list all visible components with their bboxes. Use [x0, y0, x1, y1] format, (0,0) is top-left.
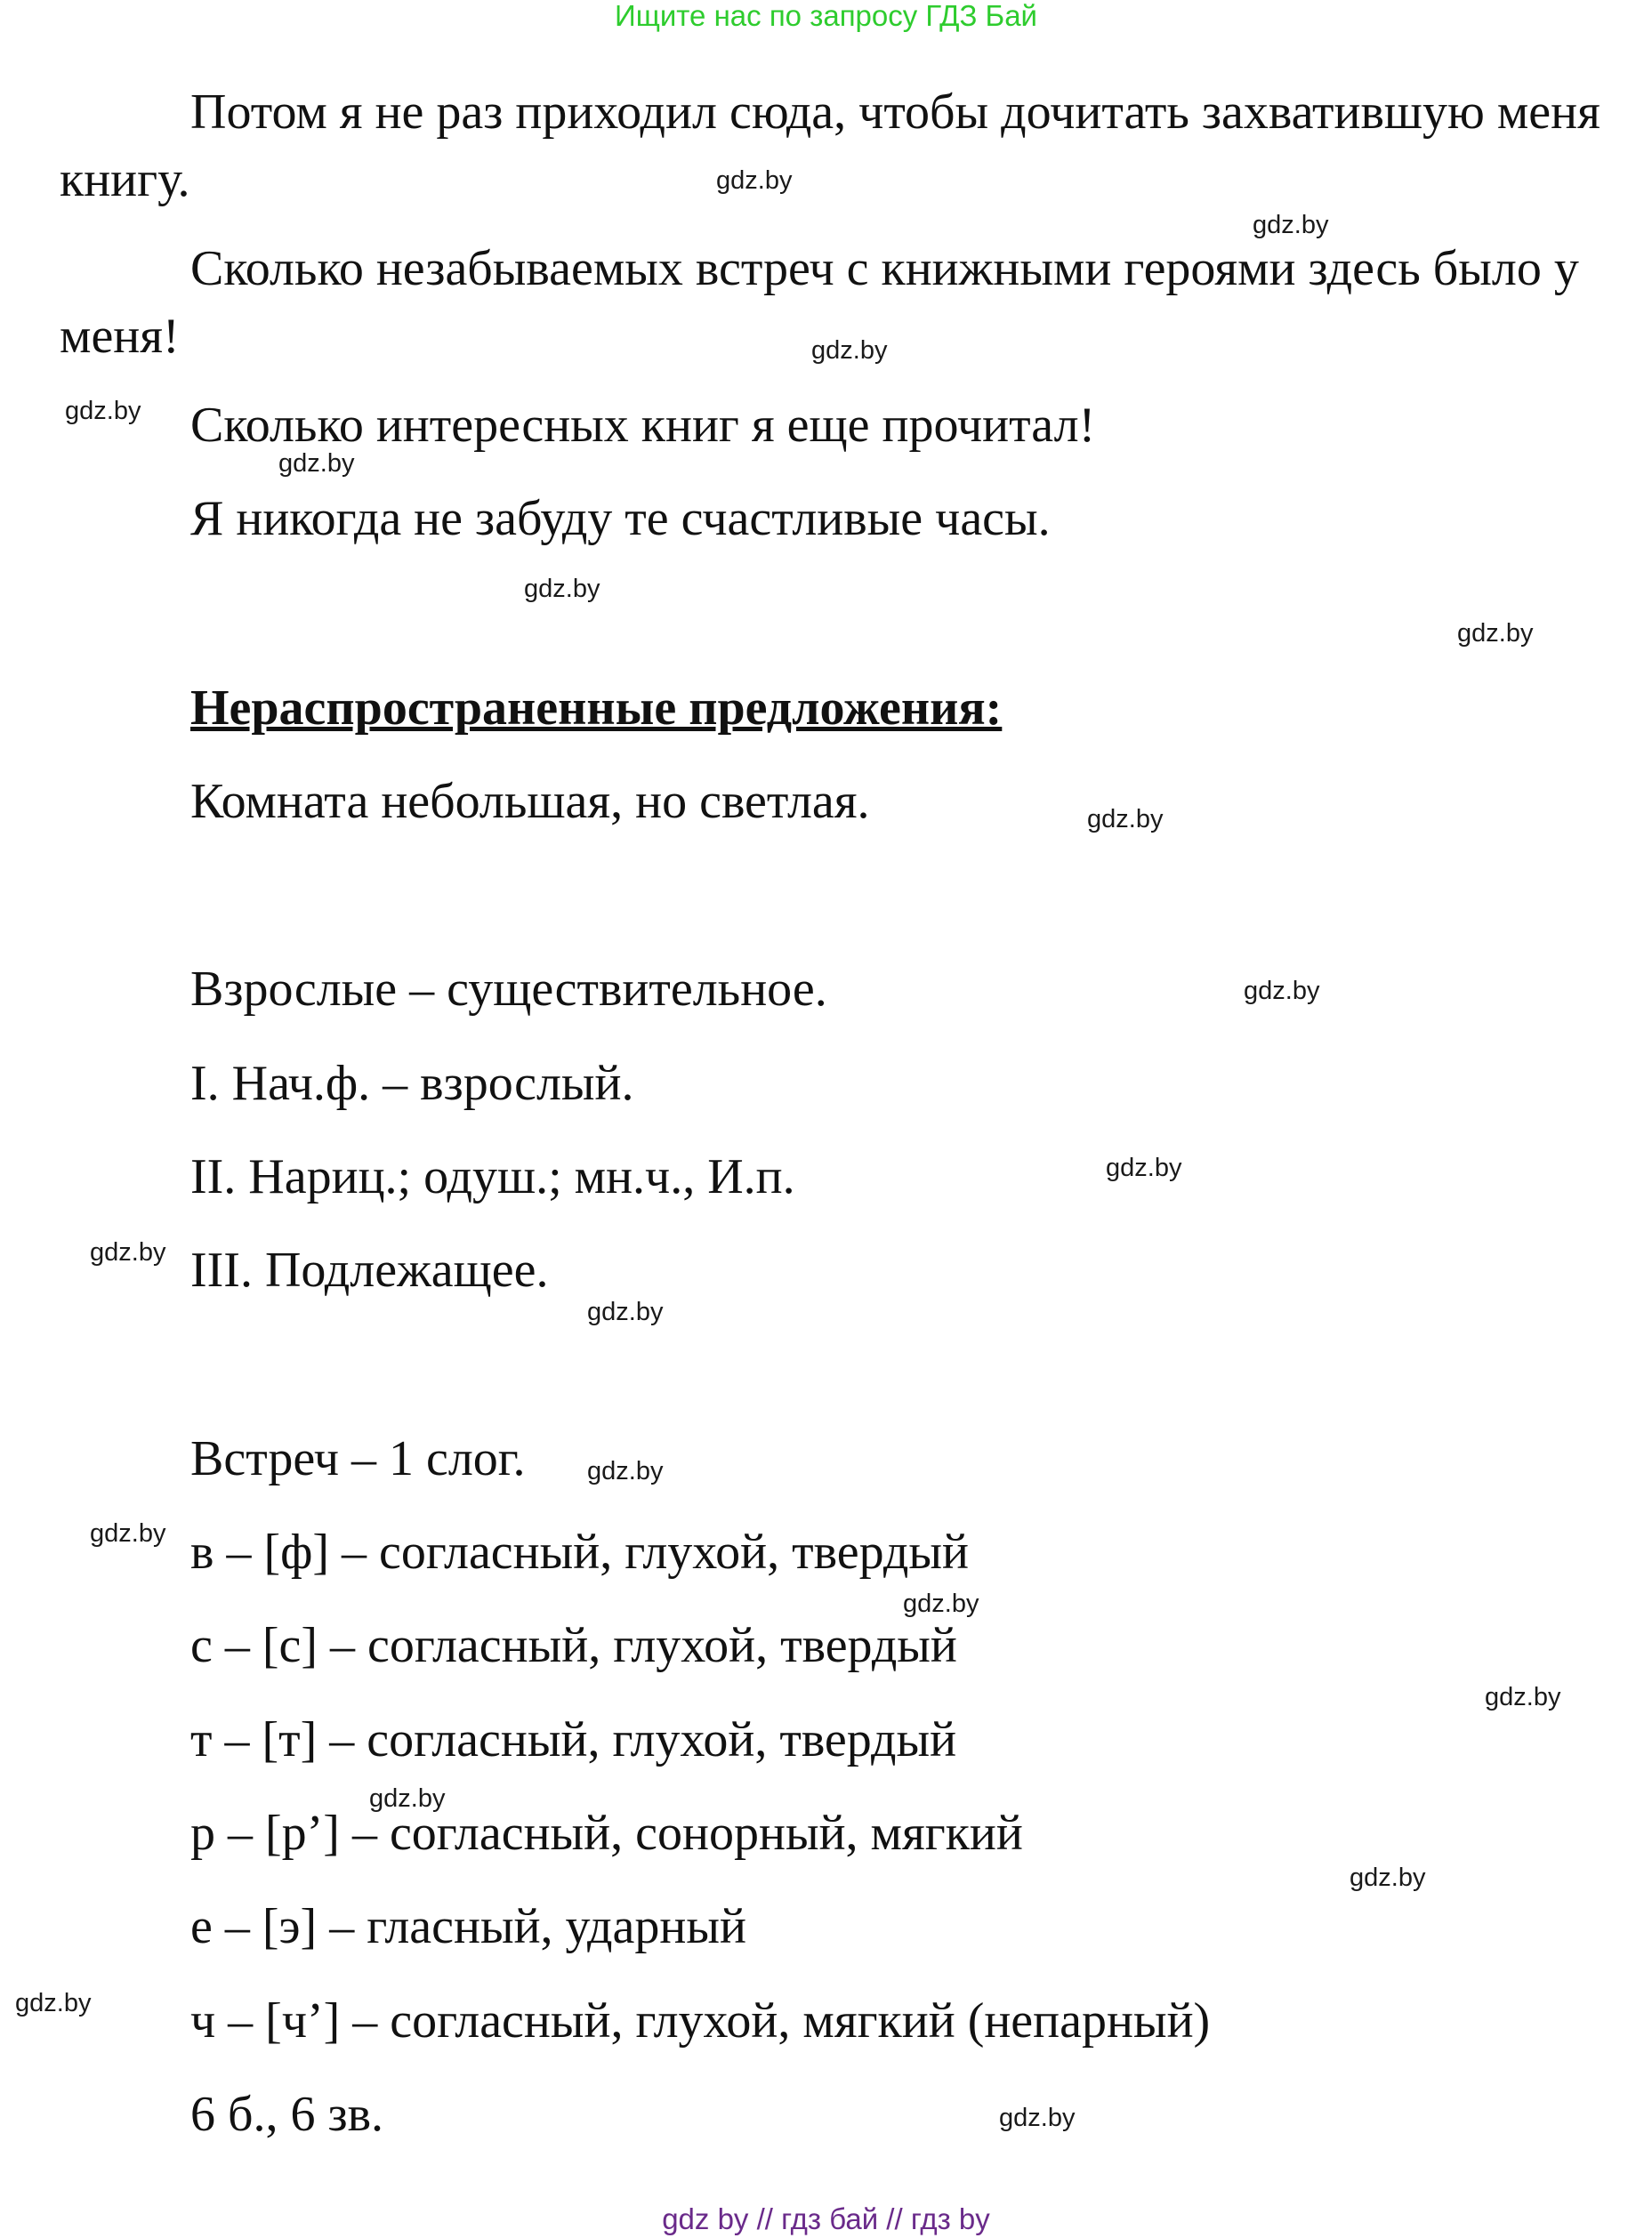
text-line-6: II. Нариц.; одуш.; мн.ч., И.п.	[190, 1149, 795, 1204]
text-line-7: III. Подлежащее.	[190, 1243, 549, 1298]
watermark: gdz.by	[90, 1238, 166, 1267]
section-heading: Нераспространенные предложения:	[190, 680, 1003, 736]
text-line-1: Сколько интересных книг я еще прочитал!	[190, 398, 1096, 453]
watermark: gdz.by	[1253, 211, 1329, 239]
watermark: gdz.by	[1244, 977, 1320, 1005]
phonetic-line: в – [ф] – согласный, глухой, твердый	[190, 1525, 969, 1580]
phonetic-line: т – [т] – согласный, глухой, твердый	[190, 1712, 957, 1767]
phonetic-line: е – [э] – гласный, ударный	[190, 1899, 746, 1954]
paragraph-1: Потом я не раз приходил сюда, чтобы дочитать захватившую меня книгу.	[60, 85, 1600, 207]
text-line-4: Взрослые – существительное.	[190, 962, 827, 1017]
watermark: gdz.by	[65, 397, 141, 425]
text-line-5: I. Нач.ф. – взрослый.	[190, 1056, 634, 1111]
phonetic-line: ч – [ч’] – согласный, глухой, мягкий (непарный)	[190, 1993, 1211, 2049]
watermark: gdz.by	[1106, 1154, 1182, 1182]
watermark: gdz.by	[1087, 805, 1164, 833]
text-line-2: Я никогда не забуду те счастливые часы.	[190, 491, 1051, 546]
watermark: gdz.by	[811, 336, 888, 365]
watermark: gdz.by	[903, 1590, 979, 1618]
watermark: gdz.by	[716, 166, 793, 195]
watermark: gdz.by	[999, 2104, 1076, 2132]
watermark: gdz.by	[587, 1298, 664, 1326]
watermark: gdz.by	[1457, 619, 1534, 648]
watermark: gdz.by	[1350, 1864, 1426, 1892]
footer-links[interactable]: gdz by // гдз бай // гдз by	[662, 2202, 990, 2235]
watermark: gdz.by	[1485, 1683, 1561, 1711]
text-line-3: Комната небольшая, но светлая.	[190, 774, 870, 829]
paragraph-2: Сколько незабываемых встреч с книжными героями здесь было у меня!	[60, 241, 1579, 364]
text-line-8: Встреч – 1 слог.	[190, 1431, 526, 1486]
watermark: gdz.by	[15, 1989, 92, 2017]
text-line-9: 6 б., 6 зв.	[190, 2087, 384, 2142]
header-search-link[interactable]: Ищите нас по запросу ГДЗ Бай	[615, 0, 1037, 32]
watermark: gdz.by	[524, 575, 600, 603]
watermark: gdz.by	[278, 449, 355, 478]
watermark: gdz.by	[369, 1784, 446, 1813]
phonetic-line: р – [р’] – согласный, сонорный, мягкий	[190, 1806, 1023, 1861]
watermark: gdz.by	[90, 1519, 166, 1548]
phonetic-line: с – [с] – согласный, глухой, твердый	[190, 1618, 957, 1673]
watermark: gdz.by	[587, 1457, 664, 1485]
